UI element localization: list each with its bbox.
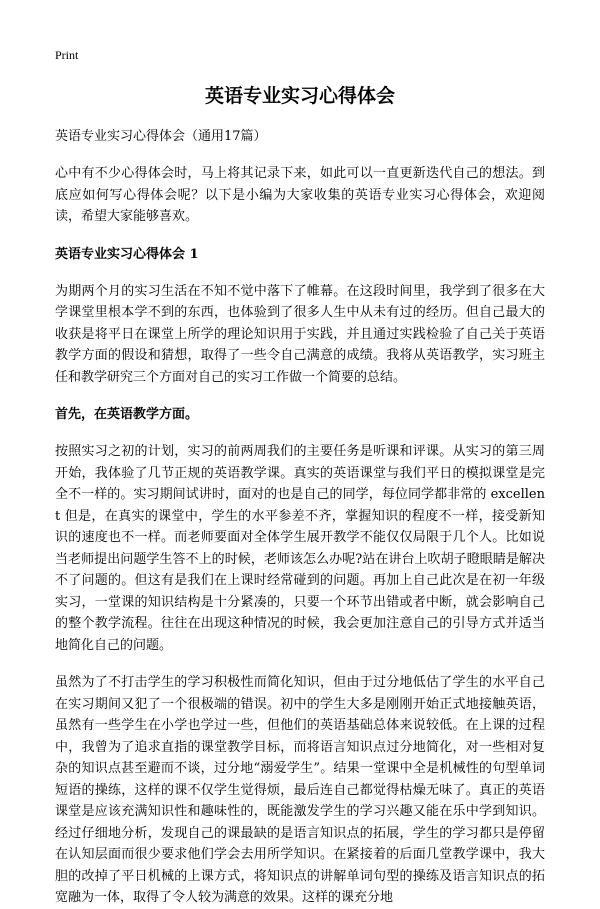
print-link[interactable]: Print — [55, 48, 79, 62]
body-paragraph-2: 按照实习之初的计划，实习的前两周我们的主要任务是听课和评课。从实习的第三周开始，我体验了几节正规的英语教学课。真实的英语课堂与我们平日的模拟课堂是完全不一样的。实习期间试讲时，面对的也是自己的同学，每位同学都非常的 excellent 但是，在真实的课堂中，学生的水平参差不齐，掌握知识的程度不一样，接受新知识的速度也不一样。而老师要面对全体学生展开教学不能仅仅局限于几个人。比如说当老师提出问题学生答不上的时候，老师该怎么办呢?站在讲台上吹胡子瞪眼睛是解决不了问题的。但这有是我们在上课时经常碰到的问题。再加上自己此次是在初一年级实习，一堂课的知识结构是十分紧凑的，只要一个环节出错或者中断，就会影响自己的整个教学流程。往往在出现这种情况的时候，我会更加注意自己的引导方式并适当地简化自己的问题。 — [55, 444, 545, 653]
article-subtitle: 英语专业实习心得体会（通用17篇） — [55, 129, 267, 144]
intro-paragraph: 心中有不少心得体会时，马上将其记录下来，如此可以一直更新迭代自己的想法。到底应如何写心得体会呢？以下是小编为大家收集的英语专业实习心得体会，欢迎阅读，希望大家能够喜欢。 — [55, 166, 545, 224]
subheading-english-teaching: 首先，在英语教学方面。 — [55, 407, 199, 422]
article-title: 英语专业实习心得体会 — [204, 85, 395, 107]
section-heading-1: 英语专业实习心得体会 1 — [55, 246, 199, 262]
body-paragraph-1: 为期两个月的实习生活在不知不觉中落下了帷幕。在这段时间里，我学到了很多在大学课堂里根本学不到的东西，也体验到了很多人生中从未有过的经历。但自己最大的收获是将平日在课堂上所学的理论知识用于实践，并且通过实践检验了自己关于英语教学方面的假设和猜想，取得了一些令自己满意的成绩。我将从英语教学，实习班主任和教学研究三个方面对自己的实习工作做一个简要的总结。 — [55, 283, 545, 385]
body-paragraph-3: 虽然为了不打击学生的学习积极性而简化知识，但由于过分地低估了学生的水平自己在实习期间又犯了一个很极端的错误。初中的学生大多是刚刚开始正式地接触英语，虽然有一些学生在小学也学过一些，但他们的英语基础总体来说较低。在上课的过程中，我曾为了追求直指的课堂教学目标，而将语言知识点过分地简化，对一些相对复杂的知识点甚至避而不谈，过分地“溺爱学生”。结果一堂课中全是机械性的句型单词短语的操练，这样的课不仅学生觉得烦，最后连自己都觉得枯燥无味了。真正的英语课堂是应该充满知识性和趣味性的，既能激发学生的学习兴趣又能在乐中学到知识。经过仔细地分析，发现自己的课最缺的是语言知识点的拓展，学生的学习都只是停留在认知层面而很少要求他们学会去用所学知识。在紧接着的后面几堂教学课中，我大胆的改掉了平日机械的上课方式，将知识点的讲解单词句型的操练及语言知识点的拓宽融为一体，取得了令人较为满意的效果。这样的课充分地 — [55, 675, 545, 905]
